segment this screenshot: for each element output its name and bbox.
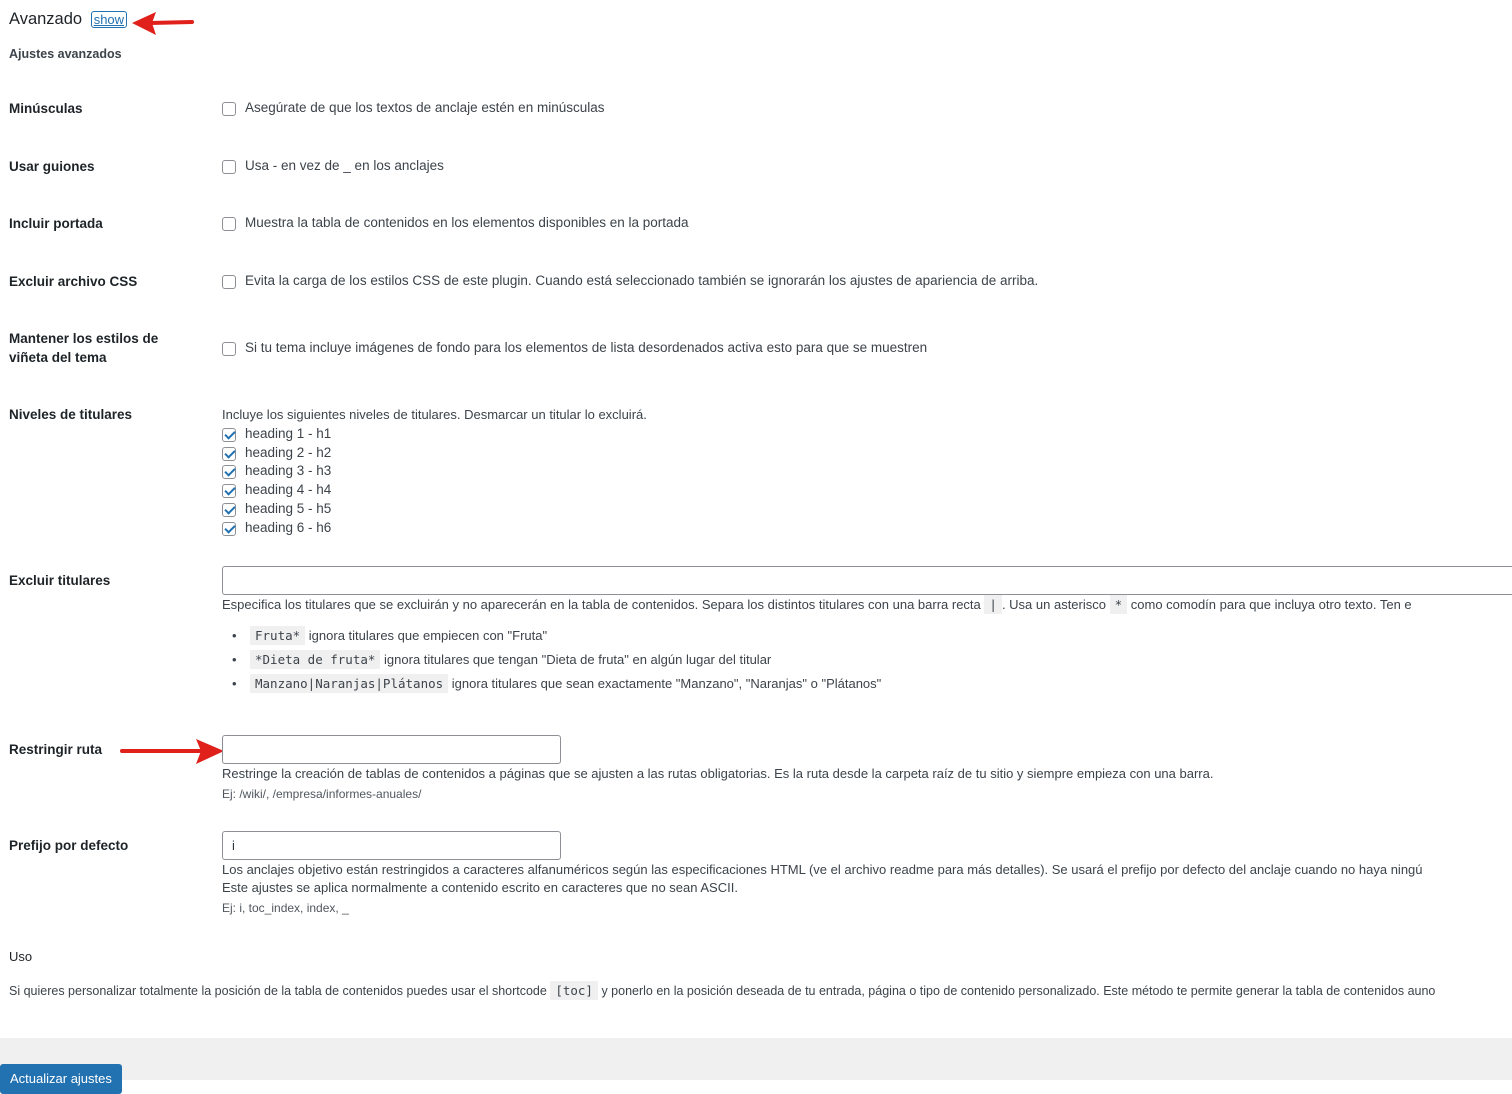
example-text: ignora titulares que sean exactamente "Manzano", "Naranjas" o "Plátanos"	[451, 676, 882, 691]
hyphens-label: Usar guiones	[9, 159, 95, 174]
exclude-headings-input[interactable]	[222, 566, 1512, 595]
example-code: Fruta*	[250, 626, 305, 645]
heading-5-checkbox[interactable]	[222, 503, 236, 517]
homepage-label: Incluir portada	[9, 216, 103, 231]
heading-3-checkbox[interactable]	[222, 465, 236, 479]
heading-1-label: heading 1 - h1	[245, 426, 332, 441]
heading-2-checkbox[interactable]	[222, 447, 236, 461]
bullets-text: Si tu tema incluye imágenes de fondo para los elementos de lista desordenados activa esto para que se muestren	[245, 340, 928, 355]
default-prefix-label: Prefijo por defecto	[9, 838, 129, 853]
usage-text	[9, 983, 1435, 998]
footer-bar	[0, 1038, 1512, 1080]
lowercase-label: Minúsculas	[9, 101, 83, 116]
exclude-headings-desc-c: como comodín para que incluya otro texto. Ten e	[1130, 597, 1412, 612]
hyphens-text: Usa - en vez de _ en los anclajes	[245, 158, 444, 173]
default-prefix-desc1: Los anclajes objetivo están restringidos a caracteres alfanuméricos según las especificaciones HTML (ve el archivo readme para más detalles). Se usará el prefijo por defecto del anclaje cuando no haya ningú	[222, 862, 1423, 877]
red-arrow-icon	[118, 736, 228, 768]
heading-2-label: heading 2 - h2	[245, 445, 332, 460]
headings-label: Niveles de titulares	[9, 407, 133, 422]
exclude-headings-desc-a: Especifica los titulares que se excluirán y no aparecerán en la tabla de contenidos. Separa los distintos titulares con una barra recta	[222, 597, 981, 612]
list-item	[232, 650, 881, 674]
toc-shortcode: [toc]	[550, 981, 598, 1000]
example-code: *Dieta de fruta*	[250, 650, 380, 669]
heading-4-checkbox[interactable]	[222, 484, 236, 498]
asterisk-code: *	[1110, 595, 1128, 614]
exclude-headings-desc-b: . Usa un asterisco	[1001, 597, 1106, 612]
bullets-label-line2: viñeta del tema	[9, 350, 107, 365]
heading-3-label: heading 3 - h3	[245, 463, 332, 478]
usage-title: Uso	[9, 949, 33, 964]
exclude-headings-desc	[222, 597, 1412, 612]
pipe-code: |	[984, 595, 1002, 614]
lowercase-checkbox[interactable]	[222, 102, 236, 116]
example-text: ignora titulares que empiecen con "Fruta"	[308, 628, 548, 643]
bullets-label-line1: Mantener los estilos de	[9, 331, 159, 346]
restrict-path-desc: Restringe la creación de tablas de contenidos a páginas que se ajusten a las rutas obligatorias. Es la ruta desde la carpeta raíz de tu sitio y siempre empieza con una barra.	[222, 766, 1214, 781]
restrict-path-example: Ej: /wiki/, /empresa/informes-anuales/	[222, 787, 422, 801]
default-prefix-input[interactable]	[222, 831, 561, 860]
list-item	[232, 626, 881, 650]
heading-1-checkbox[interactable]	[222, 428, 236, 442]
example-code: Manzano|Naranjas|Plátanos	[250, 674, 448, 693]
headings-intro: Incluye los siguientes niveles de titulares. Desmarcar un titular lo excluirá.	[222, 407, 647, 422]
exclude-css-label: Excluir archivo CSS	[9, 274, 138, 289]
list-item	[232, 674, 881, 698]
red-arrow-icon	[130, 8, 194, 38]
homepage-checkbox[interactable]	[222, 217, 236, 231]
section-title-text: Avanzado	[9, 10, 83, 28]
default-prefix-desc2: Este ajustes se aplica normalmente a contenido escrito en caracteres que no sean ASCII.	[222, 880, 738, 895]
example-text: ignora titulares que tengan "Dieta de fruta" en algún lugar del titular	[384, 652, 772, 667]
exclude-examples-list	[232, 626, 881, 698]
exclude-css-checkbox[interactable]	[222, 275, 236, 289]
usage-text-a: Si quieres personalizar totalmente la posición de la tabla de contenidos puedes usar el shortcode	[9, 984, 547, 998]
exclude-headings-label: Excluir titulares	[9, 573, 111, 588]
restrict-path-label: Restringir ruta	[9, 742, 103, 757]
heading-6-checkbox[interactable]	[222, 522, 236, 536]
heading-6-label: heading 6 - h6	[245, 520, 332, 535]
exclude-css-text: Evita la carga de los estilos CSS de este plugin. Cuando está seleccionado también se ignorarán los ajustes de apariencia de arriba.	[245, 273, 1039, 288]
restrict-path-input[interactable]	[222, 735, 561, 764]
hyphens-checkbox[interactable]	[222, 160, 236, 174]
bullets-checkbox[interactable]	[222, 342, 236, 356]
show-toggle-link[interactable]: show	[91, 11, 127, 28]
heading-4-label: heading 4 - h4	[245, 482, 332, 497]
section-title	[9, 10, 127, 29]
section-subtitle: Ajustes avanzados	[9, 47, 122, 61]
homepage-text: Muestra la tabla de contenidos en los elementos disponibles en la portada	[245, 215, 689, 230]
bullets-label	[9, 329, 199, 367]
update-settings-button[interactable]: Actualizar ajustes	[0, 1064, 122, 1094]
lowercase-text: Asegúrate de que los textos de anclaje estén en minúsculas	[245, 100, 605, 115]
heading-5-label: heading 5 - h5	[245, 501, 332, 516]
usage-text-b: y ponerlo en la posición deseada de tu entrada, página o tipo de contenido personalizado. Este método te permite generar la tabla de contenidos auno	[601, 984, 1436, 998]
default-prefix-example: Ej: i, toc_index, index, _	[222, 901, 349, 915]
